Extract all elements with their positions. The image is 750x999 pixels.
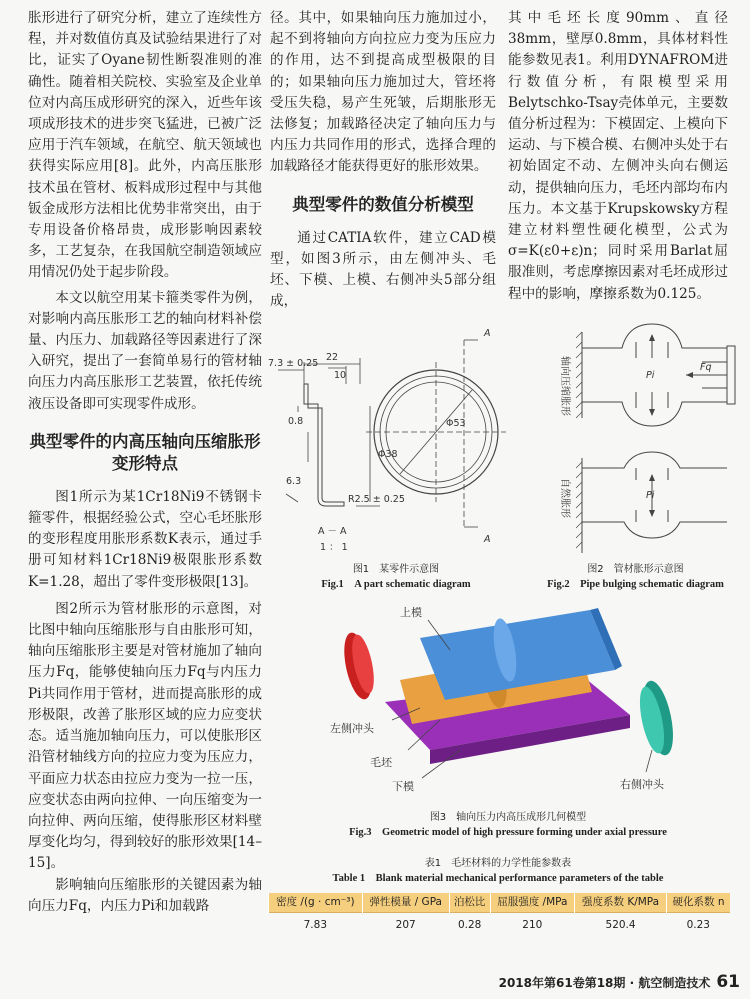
- pi-label: Pi: [646, 370, 655, 381]
- right-punch-label: 右侧冲头: [620, 778, 664, 791]
- paragraph: 通过CATIA软件，建立CAD模型，如图3所示，由左侧冲头、毛坯、下模、上模、右侧冲头5部分组成，: [270, 229, 496, 310]
- left-punch: [339, 630, 378, 702]
- dim-label: 10: [334, 370, 347, 381]
- text-column-2: [270, 8, 496, 312]
- material-table: [268, 893, 730, 937]
- table-header-cell: 强度系数 K/MPa: [575, 893, 667, 913]
- table-header-cell: 屈服强度 /MPa: [490, 893, 574, 913]
- upper-die-label: 上模: [400, 606, 422, 619]
- caption-cn: 图1 某零件示意图: [352, 564, 440, 575]
- dim-label: 6.3: [286, 476, 302, 487]
- caption-cn: 图2 管材胀形示意图: [587, 564, 684, 575]
- page-footer: [440, 972, 740, 992]
- table-cell: 7.83: [269, 913, 363, 938]
- pi-label: Pi: [646, 490, 655, 501]
- table-cell: 520.4: [575, 913, 667, 938]
- table-cell: 207: [362, 913, 449, 938]
- section-mark: A: [484, 534, 491, 545]
- table-cell: 0.28: [449, 913, 490, 938]
- caption-en: Fig.2 Pipe bulging schematic diagram: [547, 579, 724, 590]
- text-column-1: [28, 8, 262, 917]
- section-label: A － A: [318, 526, 347, 537]
- table-header-cell: 密度 /(g · cm⁻³): [269, 893, 363, 913]
- figure-1-drawing: [268, 322, 518, 552]
- journal-info: 2018年第61卷第18期 · 航空制造技术: [498, 976, 711, 990]
- caption-cn: 表1 毛坯材料的力学性能参数表: [424, 858, 572, 869]
- paragraph: 径。其中，如果轴向压力施加过小，起不到将轴向方向拉应力变为压应力的作用，达不到提高成型极限的目的；如果轴向压力施加过大，管坯将受压失稳，易产生死皱，后期胀形无法修复；加载路径决定了轴向压力与内压力共同作用的形式，选择合理的加载路径才能获得更好的胀形效果。: [270, 10, 496, 175]
- section-mark: A: [484, 328, 491, 339]
- figure-2-caption: [528, 562, 743, 592]
- paragraph: 本文以航空用某卡箍类零件为例，对影响内高压胀形工艺的轴向材料补偿量、内压力、加载路径等因素进行了深入研究，提出了一套简单易行的管材轴向压力内高压胀形工艺装置，依托传统液压设备即可实现零件成形。: [28, 289, 262, 412]
- paragraph: 影响轴向压缩胀形的关键因素为轴向压力Fq，内压力Pi和加载路: [28, 876, 262, 914]
- dim-label: Φ53: [446, 418, 466, 429]
- caption-en: Table 1 Blank material mechanical performance parameters of the table: [332, 873, 664, 884]
- paragraph: 图1所示为某1Cr18Ni9不锈钢卡箍零件，根据经验公式，空心毛坯胀形的变形程度用胀形系数K表示，通过手册可知材料1Cr18Ni9极限胀形系数K=1.28，超出了零件变形极限[13]。: [28, 488, 262, 590]
- section-heading: 典型零件的内高压轴向压缩胀形变形特点: [29, 431, 261, 473]
- figure-1-caption: [276, 562, 516, 592]
- axial-bulge-label: 轴向压缩胀形: [559, 356, 570, 416]
- dim-label: 7.3 ± 0.25: [268, 358, 319, 369]
- table-header-cell: 弹性模量 / GPa: [362, 893, 449, 913]
- paragraph: 胀形进行了研究分析，建立了连续性方程，并对数值仿真及试验结果进行了对比，证实了Oyane韧性断裂准则的准确性。随着相关院校、实验室及企业单位对内高压成形研究的深入，近些年该项成形技术的进步突飞猛进，已被广泛应用于汽车领域，在航空、航天领域也获得实际应用[8]。此外，内高压胀形技术虽在管材、板料成形过程中与其他钣金成形方法相比优势非常突出，由于专用设备价格昂贵，成形影响因素较多，工艺复杂，在我国航空制造领域应用情况仍处于起步阶段。: [28, 10, 262, 281]
- caption-en: Fig.1 A part schematic diagram: [321, 579, 471, 590]
- page-number: 61: [716, 972, 740, 992]
- dim-label: 22: [326, 352, 339, 363]
- left-punch-label: 左侧冲头: [330, 722, 374, 735]
- paragraph: 图2所示为管材胀形的示意图，对比图中轴向压缩胀形与自由胀形可知，轴向压缩胀形主要是对管材施加了轴向压力Fq，能够使轴向压力Fq与内压力Pi共同作用于管材，进而提高胀形的成形极限，改善了胀形区域的应力应变状态。适当施加轴向压力，可以使胀形区沿管材轴线方向的拉应力变为压应力，平面应力状态由拉应力变为一拉一压，应变状态由两向拉伸、一向压缩变为一向拉伸、两向压缩，使得胀形区材料壁厚变化均匀，得到较好的胀形效果[14–15]。: [28, 600, 262, 872]
- table-header-cell: 泊松比: [449, 893, 490, 913]
- figure-2-drawing: [552, 318, 747, 558]
- blank-label: 毛坯: [370, 756, 392, 769]
- lower-die-label: 下模: [392, 780, 414, 793]
- table-header-row: [269, 893, 731, 913]
- caption-en: Fig.3 Geometric model of high pressure forming under axial pressure: [349, 827, 667, 838]
- table-cell: 210: [490, 913, 574, 938]
- dim-label: Φ38: [378, 449, 398, 460]
- figure-3-caption: [298, 810, 718, 840]
- table-cell: 0.23: [667, 913, 730, 938]
- table-row: [269, 913, 731, 938]
- dim-label: 0.8: [288, 416, 304, 427]
- dim-label: R2.5 ± 0.25: [348, 494, 405, 505]
- figure-3-model: [330, 600, 710, 800]
- scale-label: 1 ： 1: [320, 542, 348, 552]
- section-heading: 典型零件的数值分析模型: [292, 194, 474, 214]
- fq-label: Fq: [700, 362, 712, 373]
- text-column-3: [508, 8, 728, 305]
- paragraph: 其中毛坯长度90mm、直径38mm，壁厚0.8mm，具体材料性能参数见表1。利用DYNAFROM进行数值分析，有限模型采用Belytschko-Tsay壳体单元，主要数值分析过程为：下模固定、上模向下运动、与下模合模、右侧冲头处于右初始固定不动、左侧冲头向右侧运动，提供轴向压力，毛坯内部均布内压力。本文基于Krupskowsky方程建立材料塑性硬化模型，公式为σ=K(ε0+ε)n；同时采用Barlat屈服准则，考虑摩擦因素对毛坯成形过程中的影响，摩擦系数为0.125。: [508, 10, 728, 302]
- caption-cn: 图3 轴向压力内高压成形几何模型: [429, 812, 587, 823]
- table-header-cell: 硬化系数 n: [667, 893, 730, 913]
- table-1-caption: [278, 856, 718, 886]
- right-punch: [635, 678, 678, 758]
- free-bulge-label: 自然胀形: [559, 478, 570, 518]
